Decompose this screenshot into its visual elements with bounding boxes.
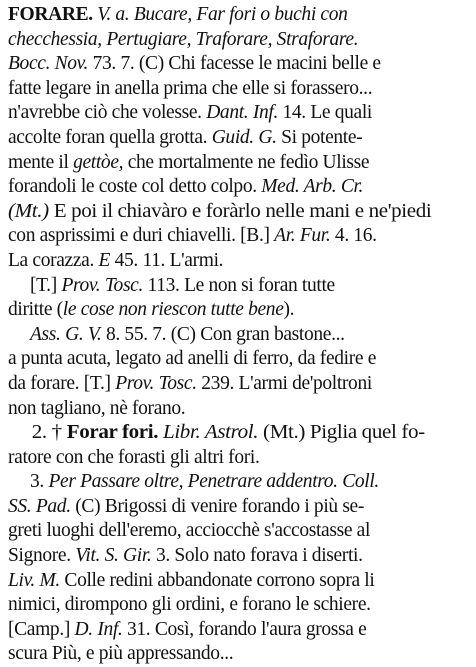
plain-text: 73. 7. (C) Chi facesse le macini belle e — [88, 53, 381, 75]
plain-text: non tagliano, nè forano. — [8, 397, 186, 419]
entry-line — [8, 569, 468, 594]
entry-line — [8, 126, 468, 151]
italic-text: checchessia, Pertugiare, Traforare, Straforare. — [8, 28, 359, 50]
plain-text: ). — [283, 299, 295, 321]
italic-text: D. Inf. — [74, 618, 123, 640]
italic-text: gettòe, — [73, 151, 124, 173]
entry-line — [8, 642, 468, 667]
entry-line — [8, 519, 468, 544]
plain-text: ratore con che forasti gli altri fori. — [8, 446, 260, 468]
italic-text: Ar. Fur. — [274, 225, 331, 247]
plain-text: 31. Così, forando l'aura grossa e — [122, 618, 367, 640]
plain-text: greti luoghi dell'eremo, acciocchè s'accostasse al — [8, 520, 371, 542]
italic-text: Ass. G. V. — [30, 323, 102, 345]
entry-line — [8, 175, 468, 200]
plain-text: 45. 11. L'armi. — [110, 249, 224, 271]
plain-text: da forare. [T.] — [8, 372, 116, 394]
entry-line — [8, 224, 468, 249]
plain-text: Colle redini abbandonate corrono sopra li — [59, 569, 375, 591]
entry-line — [8, 323, 468, 348]
plain-text: [T.] — [30, 274, 62, 296]
italic-text: Bocc. Nov. — [8, 53, 89, 75]
plain-text: 239. L'armi de'poltroni — [196, 372, 372, 394]
bold-text: Forar fori. — [66, 422, 159, 444]
italic-text: Med. Arb. Cr. — [261, 176, 364, 198]
plain-text: forandoli le coste col detto colpo. — [8, 176, 262, 198]
entry-line — [8, 421, 470, 446]
entry-text — [8, 3, 468, 667]
plain-text: [Camp.] — [8, 618, 75, 640]
entry-line — [8, 249, 468, 274]
plain-text: con asprissimi e duri chiavelli. [B.] — [8, 225, 275, 247]
entry-line — [8, 544, 468, 569]
plain-text: Si potente- — [276, 126, 363, 148]
entry-line — [8, 593, 468, 618]
entry-line — [8, 101, 468, 126]
bold-text: FORARE. — [8, 4, 93, 25]
plain-text: La corazza. — [8, 249, 99, 271]
plain-text: 3. Solo nato forava i diserti. — [151, 545, 363, 567]
italic-text: le cose non riescon tutte bene — [62, 299, 284, 321]
plain-text: che mortalmente ne fedìo Ulisse — [123, 151, 370, 173]
entry-line — [8, 77, 468, 102]
italic-text: SS. Pad. — [8, 495, 71, 517]
plain-text: 3. — [30, 471, 49, 493]
italic-text: E — [98, 249, 111, 271]
italic-text: Prov. Tosc. — [115, 372, 197, 394]
plain-text: accolte foran quella grotta. — [8, 126, 212, 148]
entry-line — [8, 274, 468, 299]
entry-line — [8, 28, 468, 53]
plain-text: 8. 55. 7. (C) Con gran bastone... — [101, 323, 345, 345]
entry-line — [8, 397, 468, 422]
italic-text: Prov. Tosc. — [61, 274, 144, 296]
plain-text: diritte ( — [8, 299, 63, 321]
entry-line — [8, 52, 468, 77]
italic-text: Per Passare oltre, Penetrare addentro. Coll. — [48, 471, 379, 493]
italic-text: V. a. Bucare, Far fori o buchi con — [97, 4, 348, 25]
entry-line — [8, 200, 468, 225]
entry-line — [8, 298, 468, 323]
plain-text: 113. Le non si foran tutte — [143, 274, 335, 296]
italic-text: Liv. M. — [8, 569, 60, 591]
plain-text: scura Più, e più appressando... — [8, 643, 234, 665]
plain-text: mente il — [8, 151, 74, 173]
entry-line — [8, 347, 468, 372]
entry-line — [8, 618, 468, 643]
italic-text: Guid. G. — [211, 126, 277, 148]
entry-line — [8, 470, 468, 495]
plain-text: E poi il chiavàro e foràrlo nelle mani e ne'piedi — [48, 200, 432, 222]
italic-text: Vit. S. Gir. — [75, 545, 152, 567]
plain-text: nimici, dirompono gli ordini, e forano le schiere. — [8, 594, 371, 616]
italic-text: Libr. Astrol. — [162, 422, 259, 444]
plain-text: (C) Brigossi di venire forando i più se- — [70, 495, 365, 517]
plain-text: a punta acuta, legato ad anelli di ferro, da fedire e — [8, 348, 377, 370]
entry-line — [8, 151, 468, 176]
plain-text: 4. 16. — [330, 225, 377, 247]
plain-text: (Mt.) Piglia quel fo- — [258, 422, 425, 444]
plain-text: Signore. — [8, 545, 76, 567]
entry-line — [8, 372, 468, 397]
plain-text: n'avrebbe ciò che volesse. — [8, 102, 207, 124]
plain-text: 14. Le quali — [277, 102, 372, 124]
plain-text: fatte legare in anella prima che elle si forassero... — [8, 77, 373, 99]
plain-text: 2. † — [31, 422, 67, 444]
italic-text: (Mt.) — [8, 200, 49, 222]
italic-text: Dant. Inf. — [206, 102, 278, 124]
entry-line — [8, 446, 468, 471]
entry-line — [8, 3, 468, 28]
entry-line — [8, 495, 468, 520]
